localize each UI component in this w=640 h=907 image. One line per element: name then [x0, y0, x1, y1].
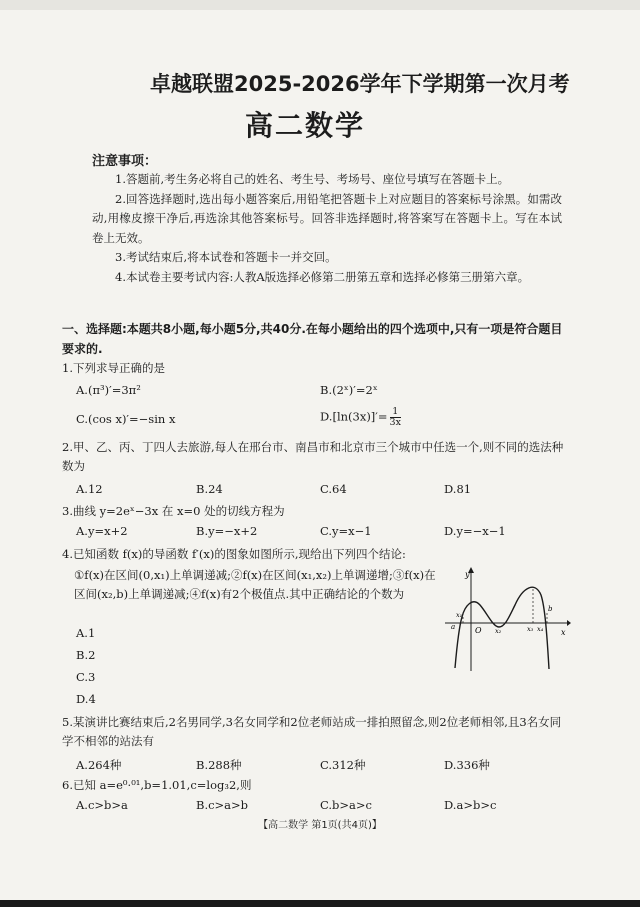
scan-bottom-edge: [0, 900, 640, 907]
q2-option-a: A.12: [76, 482, 103, 496]
q1-option-d-text: D.[ln(3x)]′=: [320, 409, 388, 424]
question-3-stem: 3.曲线 y=2eˣ−3x 在 x=0 处的切线方程为: [62, 504, 285, 518]
notice-item: 4.本试卷主要考试内容:人教A版选择必修第二册第五章和选择必修第三册第六章。: [115, 269, 530, 284]
fraction-denominator: 3x: [389, 417, 401, 428]
fraction-numerator: 1: [390, 407, 401, 418]
graph-label-x: x: [561, 628, 566, 637]
question-6-stem: 6.已知 a=e⁰·⁰¹,b=1.01,c=log₃2,则: [62, 778, 252, 792]
question-4-body: ①f(x)在区间(0,x₁)上单调递减;②f(x)在区间(x₁,x₂)上单调递增;③f(x)在区间(x₂,b)上单调递减;④f(x)有2个极值点.其中正确结论的个数为: [74, 568, 436, 601]
q2-option-b: B.24: [196, 482, 223, 496]
q3-option-b: B.y=−x+2: [196, 524, 258, 538]
q6-option-c: C.b>a>c: [320, 798, 372, 812]
notice-item: 2.回答选择题时,选出每小题答案后,用铅笔把答题卡上对应题目的答案标号涂黑。如需改动,用橡皮擦干净后,再选涂其他答案标号。回答非选择题时,将答案写在答题卡上。写在本试卷上无效。: [92, 191, 562, 245]
question-5-stem: 5.某演讲比赛结束后,2名男同学,3名女同学和2位老师站成一排拍照留念,则2位老师相邻,且3名女同学不相邻的站法有: [62, 715, 562, 748]
q4-option-c: C.3: [76, 670, 96, 684]
graph-label-y: y: [465, 570, 470, 579]
question-2-stem: 2.甲、乙、丙、丁四人去旅游,每人在邢台市、南昌市和北京市三个城市中任选一个,则不同的选法种数为: [62, 440, 564, 473]
derivative-graph: [443, 565, 571, 673]
graph-label-x1: x₁: [456, 611, 463, 619]
q5-option-d: D.336种: [444, 758, 490, 772]
q1-option-d: [320, 407, 401, 428]
graph-label-b: b: [548, 605, 553, 613]
notice-heading: 注意事项：: [92, 154, 158, 169]
q2-option-c: C.64: [320, 482, 347, 496]
section-heading: 一、选择题:本题共8小题,每小题5分,共40分.在每小题给出的四个选项中,只有一项是符合题目要求的.: [62, 322, 563, 356]
subject-title: 高二数学: [245, 109, 366, 142]
q3-option-d: D.y=−x−1: [444, 524, 506, 538]
graph-label-x4: x₄: [537, 625, 544, 633]
q1-option-b: B.(2ˣ)′=2ˣ: [320, 383, 378, 397]
notice-item: 1.答题前,考生务必将自己的姓名、考生号、考场号、座位号填写在答题卡上。: [115, 172, 510, 186]
q5-option-b: B.288种: [196, 758, 242, 772]
graph-label-origin: O: [475, 626, 482, 635]
question-4-stem: 4.已知函数 f(x)的导函数 f′(x)的图象如图所示,现给出下列四个结论:: [62, 547, 406, 561]
q5-option-a: A.264种: [76, 758, 122, 772]
q1-option-a: A.(π³)′=3π²: [76, 383, 141, 397]
q2-option-d: D.81: [444, 482, 472, 496]
graph-label-x2: x₂: [495, 627, 502, 635]
graph-label-a: a: [451, 623, 456, 631]
exam-title: 卓越联盟2025-2026学年下学期第一次月考: [150, 72, 570, 96]
q4-option-a: A.1: [76, 626, 96, 640]
x-axis-arrow: [567, 620, 571, 626]
derivative-curve: [455, 587, 549, 669]
notice-item: 3.考试结束后,将本试卷和答题卡一并交回。: [115, 250, 337, 264]
q6-option-a: A.c>b>a: [76, 798, 128, 812]
page-footer: 【高二数学 第1页(共4页)】: [258, 820, 382, 831]
question-1-stem: 1.下列求导正确的是: [62, 361, 165, 375]
q4-option-b: B.2: [76, 648, 96, 662]
q1-option-d-fraction: [390, 407, 401, 428]
q5-option-c: C.312种: [320, 758, 366, 772]
q3-option-c: C.y=x−1: [320, 524, 372, 538]
q1-option-c: C.(cos x)′=−sin x: [76, 412, 176, 426]
notice-list: [92, 170, 562, 287]
q4-option-d: D.4: [76, 692, 96, 706]
q6-option-b: B.c>a>b: [196, 798, 249, 812]
graph-label-x3: x₃: [527, 625, 534, 633]
q6-option-d: D.a>b>c: [444, 798, 497, 812]
q3-option-a: A.y=x+2: [76, 524, 128, 538]
